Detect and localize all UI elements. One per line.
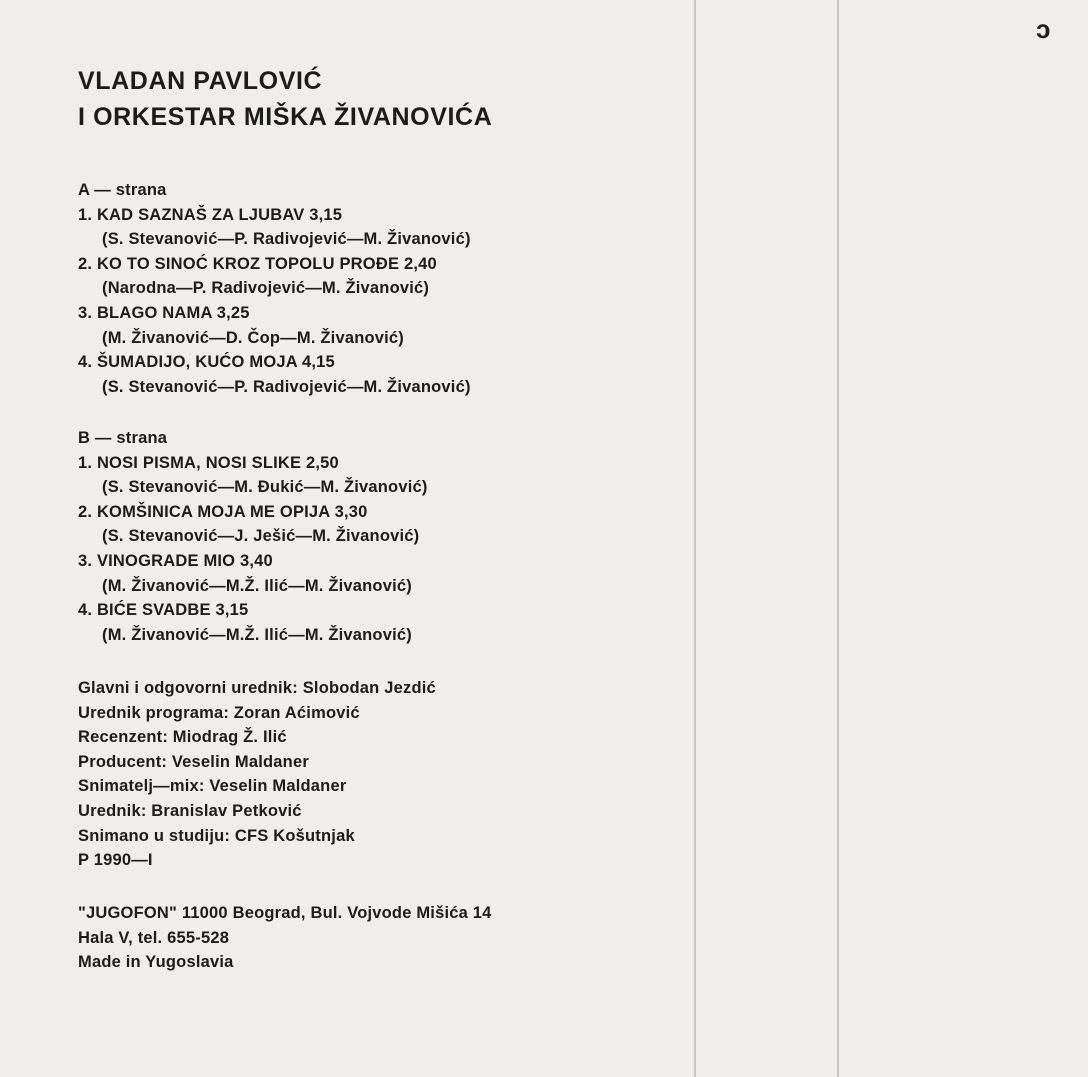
fold-line-left <box>694 0 696 1077</box>
track-credits: (S. Stevanović—P. Radivojević—M. Živanović) <box>102 230 471 249</box>
credit-line: Snimatelj—mix: Veselin Maldaner <box>78 777 347 796</box>
track-title: 2. KOMŠINICA MOJA ME OPIJA 3,30 <box>78 502 368 521</box>
track-credits: (S. Stevanović—P. Radivojević—M. Živanović) <box>102 377 471 396</box>
side-a <box>78 178 471 399</box>
track-title: 2. KO TO SINOĆ KROZ TOPOLU PROĐE 2,40 <box>78 254 437 273</box>
side-b <box>78 426 428 647</box>
publisher-info <box>78 901 492 975</box>
track-title: 3. VINOGRADE MIO 3,40 <box>78 551 273 570</box>
track-title: 1. NOSI PISMA, NOSI SLIKE 2,50 <box>78 453 339 472</box>
track-title: 4. ŠUMADIJO, KUĆO MOJA 4,15 <box>78 353 335 372</box>
credit-line: Urednik programa: Zoran Aćimović <box>78 703 360 722</box>
artist-title: VLADAN PAVLOVIĆ <box>78 67 323 95</box>
corner-mark: ↄ <box>1036 14 1051 44</box>
track-credits: (M. Živanović—D. Čop—M. Živanović) <box>102 328 404 347</box>
track-credits: (S. Stevanović—J. Ješić—M. Živanović) <box>102 527 420 546</box>
track-credits: (Narodna—P. Radivojević—M. Živanović) <box>102 279 430 298</box>
credit-line: Urednik: Branislav Petković <box>78 801 302 820</box>
credit-line: Glavni i odgovorni urednik: Slobodan Jezdić <box>78 679 436 697</box>
side-a-label: A — strana <box>78 181 167 199</box>
production-credits <box>78 676 436 873</box>
fold-line-right <box>837 0 839 1077</box>
side-b-label: B — strana <box>78 429 168 447</box>
track-title: 1. KAD SAZNAŠ ZA LJUBAV 3,15 <box>78 205 343 224</box>
publisher-line: Made in Yugoslavia <box>78 953 234 972</box>
publisher-line: "JUGOFON" 11000 Beograd, Bul. Vojvode Mišića 14 <box>78 904 492 922</box>
track-credits: (S. Stevanović—M. Đukić—M. Živanović) <box>102 478 428 497</box>
credit-line: Recenzent: Miodrag Ž. Ilić <box>78 728 287 747</box>
publisher-line: Hala V, tel. 655-528 <box>78 928 230 947</box>
credit-line: Snimano u studiju: CFS Košutnjak <box>78 826 355 845</box>
track-title: 3. BLAGO NAMA 3,25 <box>78 303 250 322</box>
credit-line: Producent: Veselin Maldaner <box>78 752 309 771</box>
track-credits: (M. Živanović—M.Ž. Ilić—M. Živanović) <box>102 625 412 644</box>
orchestra-subtitle: I ORKESTAR MIŠKA ŽIVANOVIĆA <box>78 103 493 131</box>
track-credits: (M. Živanović—M.Ž. Ilić—M. Živanović) <box>102 576 412 595</box>
track-title: 4. BIĆE SVADBE 3,15 <box>78 601 249 620</box>
credit-line: P 1990—I <box>78 851 153 870</box>
